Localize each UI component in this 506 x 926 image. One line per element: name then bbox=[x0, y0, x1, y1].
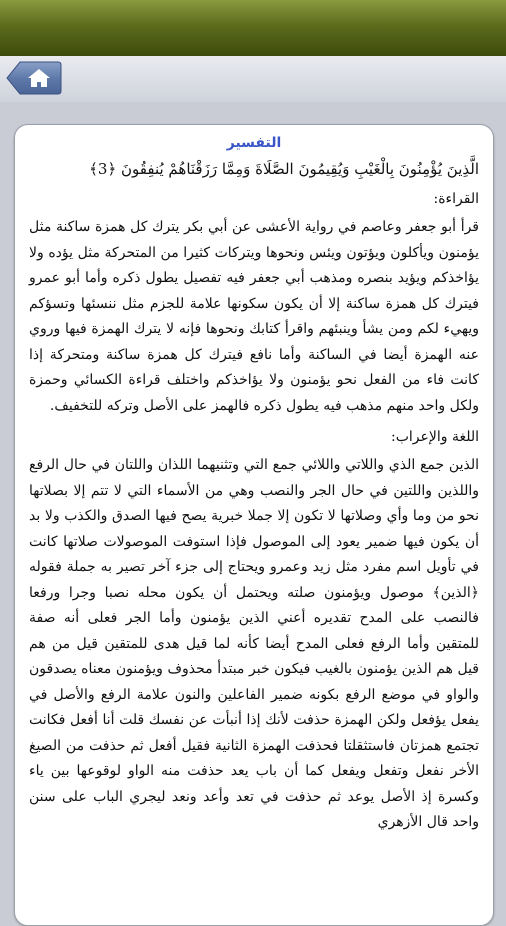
verse-text: الَّذِينَ يُؤْمِنُونَ بِالْغَيْبِ وَيُقِيمُونَ الصَّلَاةَ وَمِمَّا رَزَقْنَاهُمْ يُنفِقُونَ ﴿3﴾ bbox=[89, 160, 479, 178]
page-title: التفسير bbox=[226, 135, 282, 151]
title-bar bbox=[0, 0, 506, 57]
section-heading-readings: القراءة: bbox=[433, 191, 479, 207]
navigation-bar bbox=[0, 56, 506, 102]
home-button[interactable] bbox=[6, 61, 62, 95]
home-icon bbox=[6, 61, 62, 95]
section-text-readings: قرأ أبو جعفر وعاصم في رواية الأعشى عن أبي بكر يترك كل همزة ساكنة مثل يؤمنون ويأكلون ويؤتون ويئس ونحوها ويتركات كثيرا من المتحركة مثل يؤده ولا يؤاخذكم ويؤيد بنصره ومذهب أبي جعفر فيه تفصيل يطول ذكره وأما أبو عمرو فيترك كل همزة ساكنة إلا أن يكون سكونها علامة للجزم مثل ننسئها وتسؤكم ويهيء لكم ومن يشأ وينبئهم واقرأ كتابك ونحوها فإنه لا يترك الهمزة فيها وروي عنه الهمزة أيضا في الساكنة وأما نافع فيترك كل همزة ساكنة ومتحركة إذا كانت فاء من الفعل نحو يؤمنون ولا يؤاخذكم واختلف قراءة الكسائي وحمزة ولكل واحد منهم مذهب فيه يطول ذكره فالهمز على الأصل وتركه للتخفيف. bbox=[29, 219, 479, 414]
section-heading-language: اللغة والإعراب: bbox=[391, 429, 479, 445]
section-text-language: الذين جمع الذي واللاتي واللائي جمع التي وتثنيهما اللذان واللتان في حال الرفع واللذين واللتين في حال الجر والنصب وهي من الأسماء التي لا تتم إلا بصلاتها نحو من وما وأي وصلاتها لا تكون إلا جملا خبرية يصح فيها الصدق والكذب ولا بد أن يكون فيها ضمير يعود إلى الموصول فإذا استوفت الموصولات صلاتها كانت في تأويل اسم مفرد مثل زيد وعمرو ويحتاج إلى جزء آخر تصير به جملة فقوله ﴿الذين﴾ موصول ويؤمنون صلته ويحتمل أن يكون محله نصبا وجرا ورفعا فالنصب على المدح تقديره أعني الذين يؤمنون وأما الجر فعلى أنه صفة للمتقين وأما الرفع فعلى المدح أيضا كأنه لما قيل هدى للمتقين قيل من هم قيل هم الذين يؤمنون بالغيب فيكون خبر مبتدأ محذوف ويؤمنون معناه يصدقون والواو في موضع الرفع بكونه ضمير الفاعلين والنون علامة الرفع والأصل في يفعل يؤفعل ولكن الهمزة حذفت لأنك إذا أنبأت عن نفسك قلت أنا أفعل فكانت تجتمع همزتان فاستثقلتا فحذفت الهمزة الثانية فقيل أفعل ثم حذفت من الصيغ الأخر نفعل وتفعل ويفعل كما أن باب يعد حذفت منه الواو لوقوعها بين ياء وكسرة إذ الأصل يوعد ثم حذفت في تعد وأعد ونعد ليجري الباب على سنن واحد قال الأزهري bbox=[29, 457, 479, 830]
tafsir-content bbox=[29, 135, 479, 842]
content-card bbox=[14, 124, 494, 926]
